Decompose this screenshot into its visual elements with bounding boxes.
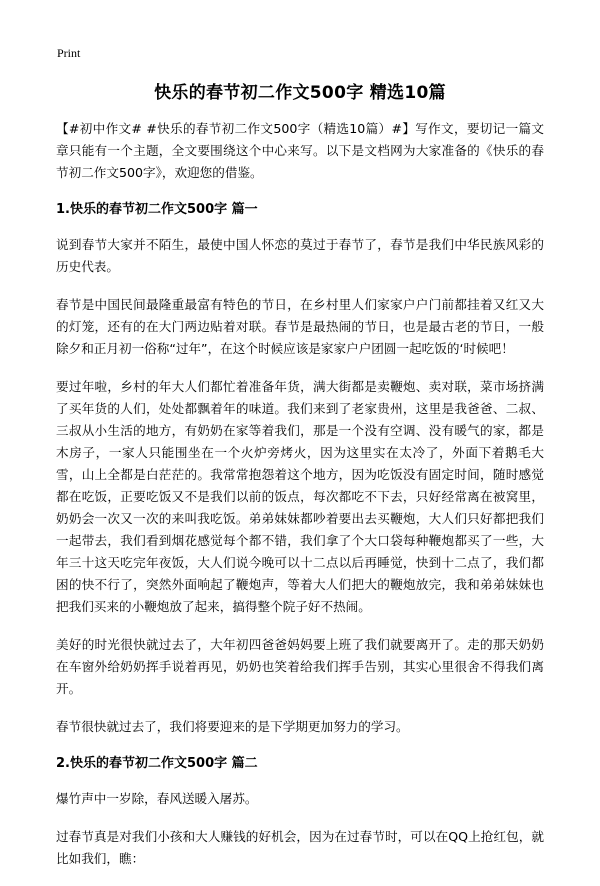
intro-paragraph: 【#初中作文# #快乐的春节初二作文500字（精选10篇）#】写作文，要切记一篇文章只能有一个主题，全文要围绕这个中心来写。以下是文档网为大家准备的《快乐的春节初二作文500字》，欢迎您的借鉴。 (56, 121, 544, 180)
section-heading-1: 1.快乐的春节初二作文500字 篇一 (56, 202, 258, 217)
paragraph: 要过年啦，乡村的年大人们都忙着准备年货，满大街都是卖鞭炮、卖对联，菜市场挤满了买年货的人们，处处都飘着年的味道。我们来到了老家贵州，这里是我爸爸、二叔、三叔从小生活的地方，有奶奶在家等着我们，那是一个没有空调、没有暖气的家，都是木房子，一家人只能围坐在一个火炉旁烤火，因为这里实在太冷了，外面下着鹅毛大雪，山上全都是白茫茫的。我常常抱怨着这个地方，因为吃饭没有固定时间，随时感觉都在吃饭，正要吃饭又不是我们以前的饭点，每次都吃不下去，只好经常离在被窝里，奶奶会一次又一次的来叫我吃饭。弟弟妹妹都吵着要出去买鞭炮，大人们只好都把我们一起带去，我们看到烟花感觉每个都不错，我们拿了个大口袋每种鞭炮都买了一些，大年三十这天吃完年夜饭，大人们说今晚可以十二点以后再睡觉，快到十二点了，我们都困的快不行了，突然外面响起了鞭炮声，等着大人们把大的鞭炮放完，我和弟弟妹妹也把我们买来的小鞭炮放了起来，搞得整个院子好不热闹。 (56, 379, 544, 614)
paragraph: 爆竹声中一岁除，春风送暖入屠苏。 (56, 791, 258, 806)
section-heading-2: 2.快乐的春节初二作文500字 篇二 (56, 756, 258, 771)
paragraph: 春节是中国民间最隆重最富有特色的节日，在乡村里人们家家户户门前都挂着又红又大的灯笼，还有的在大门两边贴着对联。春节是最热闹的节日，也是最古老的节日，一般除夕和正月初一俗称“过年”，在这个时候应该是家家户户团圆一起吃饭的‘时候吧！ (56, 297, 544, 356)
paragraph: 过春节真是对我们小孩和大人赚钱的好机会，因为在过春节时，可以在QQ上抢红包，就比如我们，瞧： (56, 829, 544, 866)
paragraph: 春节很快就过去了，我们将要迎来的是下学期更加努力的学习。 (56, 719, 409, 734)
print-link[interactable]: Print (57, 46, 81, 60)
paragraph: 美好的时光很快就过去了，大年初四爸爸妈妈要上班了我们就要离开了。走的那天奶奶在车窗外给奶奶挥手说着再见，奶奶也笑着给我们挥手告别，其实心里很舍不得我们离开。 (56, 637, 544, 696)
article-body (56, 118, 544, 886)
page-title: 快乐的春节初二作文500字 精选10篇 (154, 83, 446, 103)
paragraph: 说到春节大家并不陌生，最使中国人怀恋的莫过于春节了，春节是我们中华民族风彩的历史代表。 (56, 237, 544, 274)
